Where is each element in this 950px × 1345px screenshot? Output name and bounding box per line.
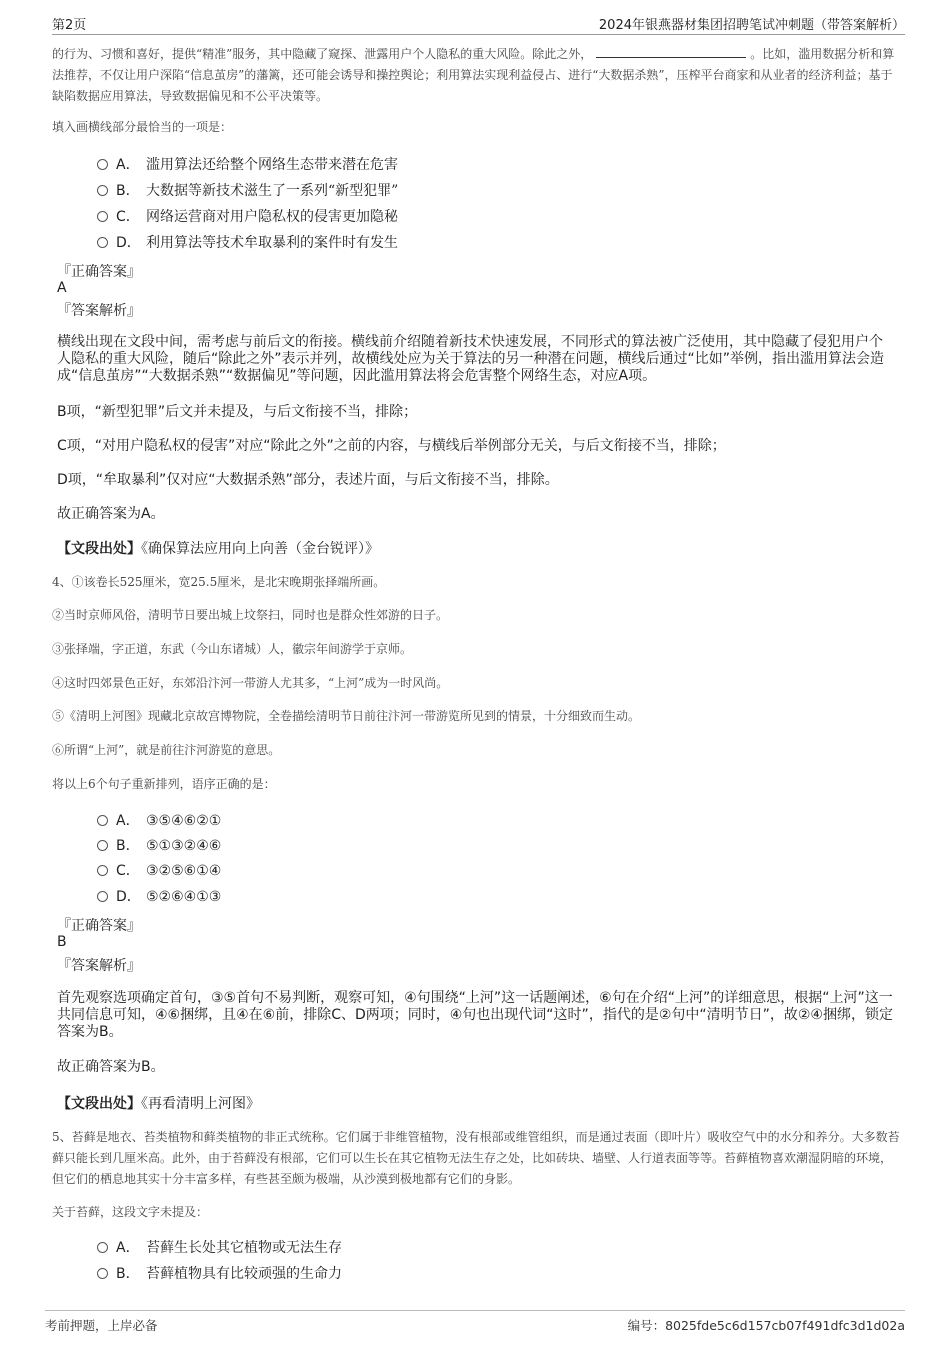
q4-option-c[interactable]: C． ③②⑤⑥①④ [97,860,221,882]
q4-sentence-4: ④这时四郊景色正好，东郊沿汴河一带游人尤其多，“上河”成为一时风尚。 [52,676,449,690]
radio-icon[interactable] [97,237,108,248]
footer-slogan: 考前押题，上岸必备 [45,1318,158,1333]
q4-option-b[interactable]: B． ⑤①③②④⑥ [97,835,221,857]
q3-analysis-p1: 横线出现在文段中间，需考虑与前后文的衔接。横线前介绍随着新技术快速发展，不同形式的算法被广泛使用，其中隐藏了侵犯用户个人隐私的重大风险，随后“除此之外”表示并列，故横线处应为关于算法的另一种潜在问题，横线后通过“比如”举例，指出滥用算法会造成“信息茧房”“大数据杀熟”“数据偏见”等问题，因此滥用算法将会危害整个网络生态，对应A项。 [57,334,885,384]
q3-prompt: 填入画横线部分最恰当的一项是： [52,120,233,134]
q4-answer-label: 『正确答案』 [57,918,141,934]
q3-option-a[interactable]: A． 滥用算法还给整个网络生态带来潜在危害 [97,154,398,176]
q3-option-c[interactable]: C． 网络运营商对用户隐私权的侵害更加隐秘 [97,206,398,228]
q4-sentence-3: ③张择端，字正道，东武（今山东诸城）人，徽宗年间游学于京师。 [52,642,413,656]
radio-icon[interactable] [97,185,108,196]
fill-blank-line [596,45,746,58]
radio-icon[interactable] [97,1268,108,1279]
q4-analysis-p1: 首先观察选项确定首句，③⑤首句不易判断，观察可知，④句围绕“上河”这一话题阐述，⑥句在介绍“上河”的详细意思，根据“上河”这一共同信息可知，④⑥捆绑，且④在⑥前，排除C、D两项；同时，④句也出现代词“这时”，指代的是②句中“清明节日”，故②④捆绑，锁定答案为B。 [57,990,893,1040]
q3-option-d[interactable]: D． 利用算法等技术牟取暴利的案件时有发生 [97,232,398,254]
radio-icon[interactable] [97,211,108,222]
q4-analysis-label: 『答案解析』 [57,958,141,974]
q5-prompt: 关于苔藓，这段文字未提及： [52,1205,209,1219]
q3-option-b[interactable]: B． 大数据等新技术滋生了一系列“新型犯罪” [97,180,398,202]
radio-icon[interactable] [97,159,108,170]
radio-icon[interactable] [97,865,108,876]
q4-sentence-5: ⑤《清明上河图》现藏北京故宫博物院，全卷描绘清明节日前往汴河一带游览所见到的情景，十分细致而生动。 [52,709,641,723]
q4-option-a[interactable]: A． ③⑤④⑥②① [97,810,221,832]
q4-prompt: 将以上6个句子重新排列，语序正确的是： [52,777,276,791]
q3-passage: 的行为、习惯和喜好，提供“精准”服务，其中隐藏了窥探、泄露用户个人隐私的重大风险。除此之外， 。比如，滥用数据分析和算法推荐，不仅让用户深陷“信息茧房”的藩篱，还可能会诱导和操控舆论；利用算法实现利益侵占、进行“大数据杀熟”，压榨平台商家和从业者的经济利益；基于缺陷数据应用算法，导致数据偏见和不公平决策等。 [52,47,895,103]
q3-analysis-label: 『答案解析』 [57,303,141,319]
q3-source: 【文段出处】《确保算法应用向上向善（金台锐评）》 [57,541,379,557]
q4-source: 【文段出处】《再看清明上河图》 [57,1096,260,1112]
q5-option-a[interactable]: A． 苔藓生长处其它植物或无法生存 [97,1237,342,1259]
q5-option-b[interactable]: B． 苔藓植物具有比较顽强的生命力 [97,1263,342,1285]
q3-analysis-p4: D项，“牟取暴利”仅对应“大数据杀熟”部分，表述片面，与后文衔接不当，排除。 [57,472,559,488]
q4-answer: B [57,934,67,950]
page-header [52,10,905,35]
page-footer [45,1310,905,1335]
radio-icon[interactable] [97,840,108,851]
radio-icon[interactable] [97,1242,108,1253]
q3-analysis-p5: 故正确答案为A。 [57,506,165,522]
q3-analysis-p2: B项，“新型犯罪”后文并未提及，与后文衔接不当，排除； [57,404,418,420]
q4-sentence-1: 4、①该卷长525厘米，宽25.5厘米，是北宋晚期张择端所画。 [52,575,386,589]
q4-option-d[interactable]: D． ⑤②⑥④①③ [97,886,221,908]
document-code: 编号：8025fde5c6d157cb07f491dfc3d1d02a [627,1318,905,1333]
q4-sentence-2: ②当时京师风俗，清明节日要出城上坟祭扫，同时也是群众性郊游的日子。 [52,608,449,622]
q3-answer: A [57,280,67,296]
document-title: 2024年银燕器材集团招聘笔试冲刺题（带答案解析） [598,18,905,33]
q3-answer-label: 『正确答案』 [57,264,141,280]
q4-analysis-p2: 故正确答案为B。 [57,1059,165,1075]
page-number: 第2页 [52,18,87,33]
q5-passage: 5、苔藓是地衣、苔类植物和藓类植物的非正式统称。它们属于非维管植物，没有根部或维管组织，而是通过表面（即叶片）吸收空气中的水分和养分。大多数苔藓只能长到几厘米高。此外，由于苔藓没有根部，它们可以生长在其它植物无法生存之处，比如砖块、墙壁、人行道表面等等。苔藓植物喜欢潮湿阴暗的环境，但它们的栖息地其实十分丰富多样，有些甚至颇为极端，从沙漠到极地都有它们的身影。 [52,1130,900,1186]
radio-icon[interactable] [97,815,108,826]
q4-sentence-6: ⑥所谓“上河”，就是前往汴河游览的意思。 [52,743,281,757]
q3-analysis-p3: C项，“对用户隐私权的侵害”对应“除此之外”之前的内容，与横线后举例部分无关，与后文衔接不当，排除； [57,438,726,454]
radio-icon[interactable] [97,891,108,902]
